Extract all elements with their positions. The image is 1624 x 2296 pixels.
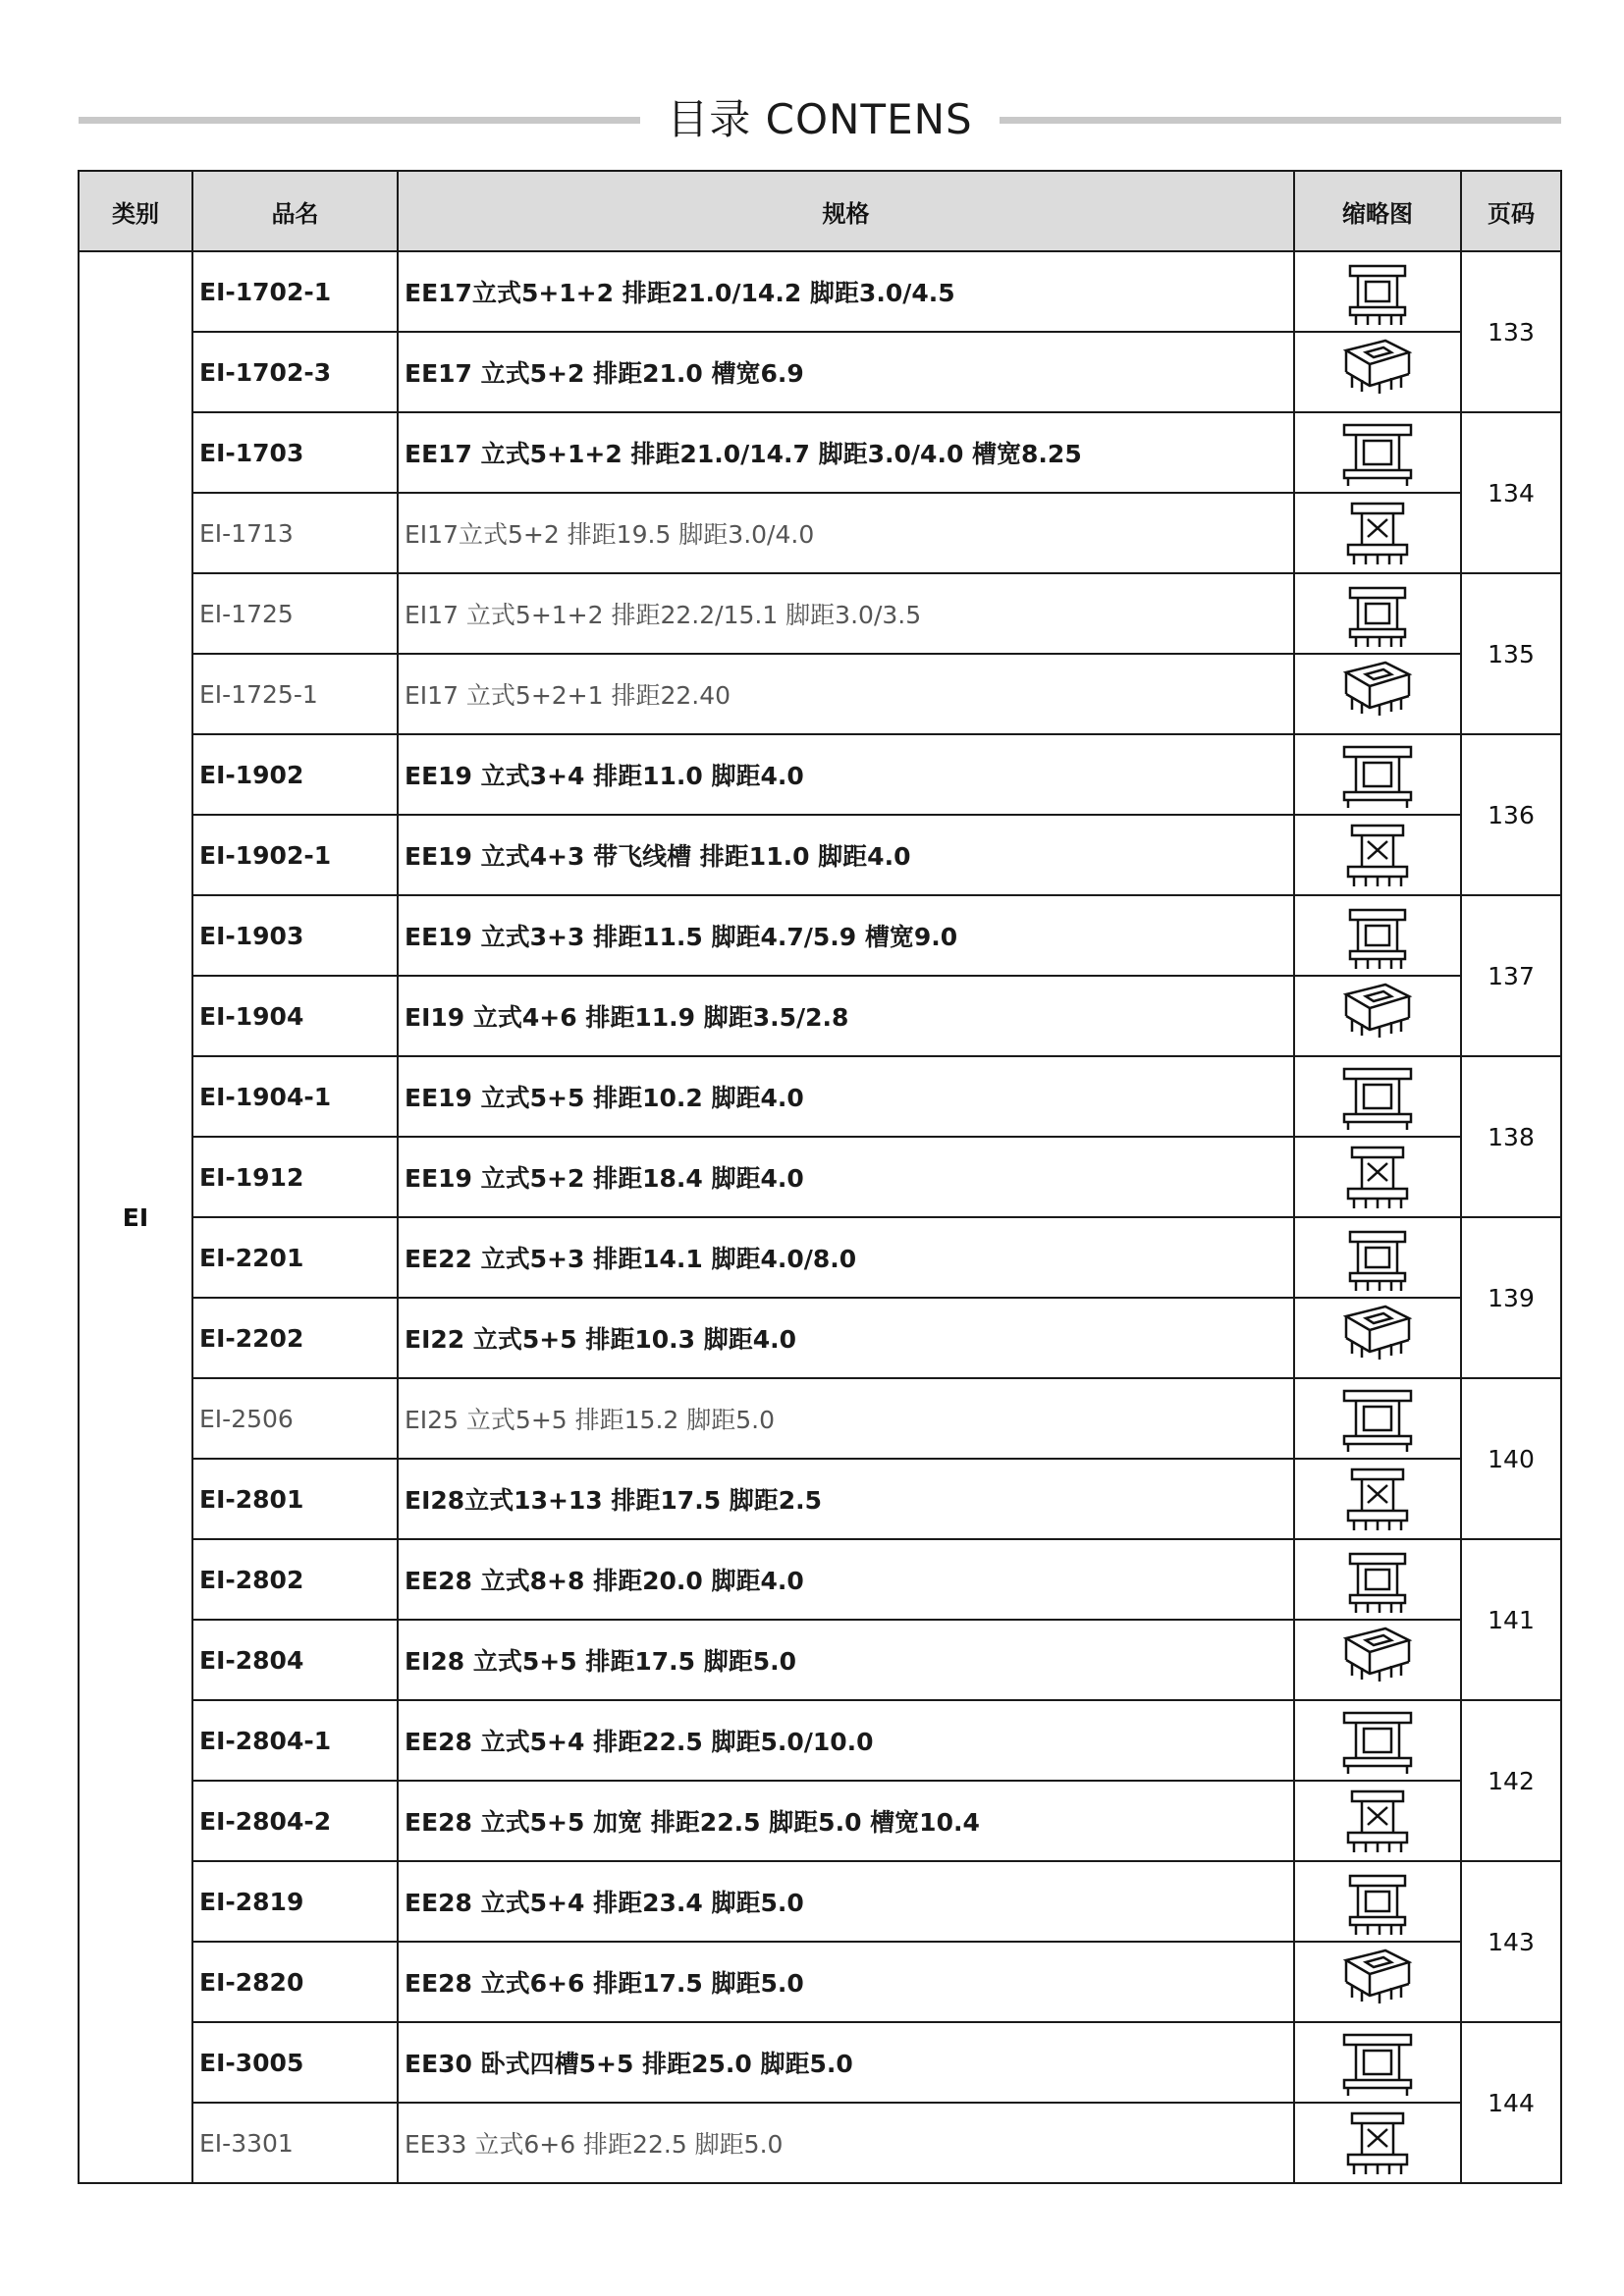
bobbin-thumbnail-icon	[1294, 251, 1461, 332]
table-row	[79, 1700, 1561, 1781]
table-row	[79, 1942, 1561, 2022]
bobbin-thumbnail-icon	[1294, 976, 1461, 1056]
bobbin-thumbnail-icon	[1294, 1539, 1461, 1620]
product-spec: EI28立式13+13 排距17.5 脚距2.5	[398, 1459, 1294, 1539]
contents-table	[78, 170, 1562, 2184]
bobbin-thumbnail-icon	[1294, 1861, 1461, 1942]
product-spec: EE19 立式5+2 排距18.4 脚距4.0	[398, 1137, 1294, 1217]
product-spec: EE17 立式5+1+2 排距21.0/14.7 脚距3.0/4.0 槽宽8.25	[398, 412, 1294, 493]
page-number: 133	[1461, 251, 1561, 412]
bobbin-thumbnail-icon	[1294, 1056, 1461, 1137]
product-spec: EI17 立式5+1+2 排距22.2/15.1 脚距3.0/3.5	[398, 573, 1294, 654]
product-name: EI-1713	[192, 493, 398, 573]
page-number: 141	[1461, 1539, 1561, 1700]
product-name: EI-2804-2	[192, 1781, 398, 1861]
product-spec: EE17 立式5+2 排距21.0 槽宽6.9	[398, 332, 1294, 412]
product-spec: EI17 立式5+2+1 排距22.40	[398, 654, 1294, 734]
page-number: 135	[1461, 573, 1561, 734]
table-row	[79, 1298, 1561, 1378]
product-name: EI-2801	[192, 1459, 398, 1539]
product-name: EI-1902	[192, 734, 398, 815]
table-row	[79, 493, 1561, 573]
table-row	[79, 1459, 1561, 1539]
product-name: EI-2804-1	[192, 1700, 398, 1781]
table-row	[79, 734, 1561, 815]
product-spec: EE28 立式8+8 排距20.0 脚距4.0	[398, 1539, 1294, 1620]
product-spec: EE19 立式5+5 排距10.2 脚距4.0	[398, 1056, 1294, 1137]
table-row	[79, 654, 1561, 734]
bobbin-thumbnail-icon	[1294, 573, 1461, 654]
page-title: 目录 CONTENS	[667, 95, 973, 143]
page-number: 144	[1461, 2022, 1561, 2183]
header-row	[79, 171, 1561, 251]
header-page: 页码	[1461, 171, 1561, 251]
table-row	[79, 2103, 1561, 2183]
table-row	[79, 251, 1561, 332]
product-name: EI-2804	[192, 1620, 398, 1700]
header-thumbnail: 缩略图	[1294, 171, 1461, 251]
product-name: EI-1702-1	[192, 251, 398, 332]
table-row	[79, 895, 1561, 976]
bobbin-thumbnail-icon	[1294, 1137, 1461, 1217]
product-spec: EI22 立式5+5 排距10.3 脚距4.0	[398, 1298, 1294, 1378]
product-spec: EE22 立式5+3 排距14.1 脚距4.0/8.0	[398, 1217, 1294, 1298]
bobbin-thumbnail-icon	[1294, 1942, 1461, 2022]
header-name: 品名	[192, 171, 398, 251]
table-row	[79, 573, 1561, 654]
product-spec: EI28 立式5+5 排距17.5 脚距5.0	[398, 1620, 1294, 1700]
product-spec: EE30 卧式四槽5+5 排距25.0 脚距5.0	[398, 2022, 1294, 2103]
bobbin-thumbnail-icon	[1294, 332, 1461, 412]
table-row	[79, 332, 1561, 412]
bobbin-thumbnail-icon	[1294, 1700, 1461, 1781]
page-number: 138	[1461, 1056, 1561, 1217]
product-spec: EE17立式5+1+2 排距21.0/14.2 脚距3.0/4.5	[398, 251, 1294, 332]
product-spec: EE19 立式4+3 带飞线槽 排距11.0 脚距4.0	[398, 815, 1294, 895]
product-name: EI-1725	[192, 573, 398, 654]
table-body	[79, 251, 1561, 2183]
product-name: EI-1725-1	[192, 654, 398, 734]
product-name: EI-2820	[192, 1942, 398, 2022]
table-row	[79, 1781, 1561, 1861]
page-number: 136	[1461, 734, 1561, 895]
product-name: EI-1904-1	[192, 1056, 398, 1137]
bobbin-thumbnail-icon	[1294, 734, 1461, 815]
bobbin-thumbnail-icon	[1294, 815, 1461, 895]
bobbin-thumbnail-icon	[1294, 1459, 1461, 1539]
bobbin-thumbnail-icon	[1294, 412, 1461, 493]
product-name: EI-1703	[192, 412, 398, 493]
header-spec: 规格	[398, 171, 1294, 251]
product-spec: EI17立式5+2 排距19.5 脚距3.0/4.0	[398, 493, 1294, 573]
product-name: EI-1904	[192, 976, 398, 1056]
product-name: EI-2819	[192, 1861, 398, 1942]
product-name: EI-1702-3	[192, 332, 398, 412]
product-spec: EE28 立式5+5 加宽 排距22.5 脚距5.0 槽宽10.4	[398, 1781, 1294, 1861]
bobbin-thumbnail-icon	[1294, 895, 1461, 976]
bobbin-thumbnail-icon	[1294, 1781, 1461, 1861]
product-spec: EE28 立式5+4 排距23.4 脚距5.0	[398, 1861, 1294, 1942]
product-name: EI-1902-1	[192, 815, 398, 895]
bobbin-thumbnail-icon	[1294, 654, 1461, 734]
table-row	[79, 2022, 1561, 2103]
bobbin-thumbnail-icon	[1294, 1217, 1461, 1298]
product-spec: EE28 立式5+4 排距22.5 脚距5.0/10.0	[398, 1700, 1294, 1781]
page-number: 140	[1461, 1378, 1561, 1539]
bobbin-thumbnail-icon	[1294, 493, 1461, 573]
table-row	[79, 815, 1561, 895]
product-name: EI-2506	[192, 1378, 398, 1459]
table-row	[79, 1861, 1561, 1942]
bobbin-thumbnail-icon	[1294, 2022, 1461, 2103]
bobbin-thumbnail-icon	[1294, 2103, 1461, 2183]
table-row	[79, 1137, 1561, 1217]
page-number: 143	[1461, 1861, 1561, 2022]
bobbin-thumbnail-icon	[1294, 1298, 1461, 1378]
product-spec: EE33 立式6+6 排距22.5 脚距5.0	[398, 2103, 1294, 2183]
table-row	[79, 412, 1561, 493]
product-name: EI-3005	[192, 2022, 398, 2103]
page-header	[79, 90, 1561, 149]
title-rule-right	[1000, 117, 1561, 124]
page-number: 142	[1461, 1700, 1561, 1861]
page-number: 137	[1461, 895, 1561, 1056]
product-name: EI-2201	[192, 1217, 398, 1298]
product-name: EI-1903	[192, 895, 398, 976]
page-number: 139	[1461, 1217, 1561, 1378]
table-row	[79, 1378, 1561, 1459]
bobbin-thumbnail-icon	[1294, 1378, 1461, 1459]
product-spec: EE19 立式3+4 排距11.0 脚距4.0	[398, 734, 1294, 815]
product-spec: EE28 立式6+6 排距17.5 脚距5.0	[398, 1942, 1294, 2022]
table-row	[79, 1217, 1561, 1298]
product-name: EI-2202	[192, 1298, 398, 1378]
table-row	[79, 1539, 1561, 1620]
category-cell: EI	[79, 251, 192, 2183]
bobbin-thumbnail-icon	[1294, 1620, 1461, 1700]
product-spec: EE19 立式3+3 排距11.5 脚距4.7/5.9 槽宽9.0	[398, 895, 1294, 976]
table-row	[79, 976, 1561, 1056]
page-number: 134	[1461, 412, 1561, 573]
table-row	[79, 1620, 1561, 1700]
product-spec: EI25 立式5+5 排距15.2 脚距5.0	[398, 1378, 1294, 1459]
product-name: EI-2802	[192, 1539, 398, 1620]
product-spec: EI19 立式4+6 排距11.9 脚距3.5/2.8	[398, 976, 1294, 1056]
table-row	[79, 1056, 1561, 1137]
product-name: EI-3301	[192, 2103, 398, 2183]
product-name: EI-1912	[192, 1137, 398, 1217]
title-rule-left	[79, 117, 640, 124]
header-category: 类别	[79, 171, 192, 251]
